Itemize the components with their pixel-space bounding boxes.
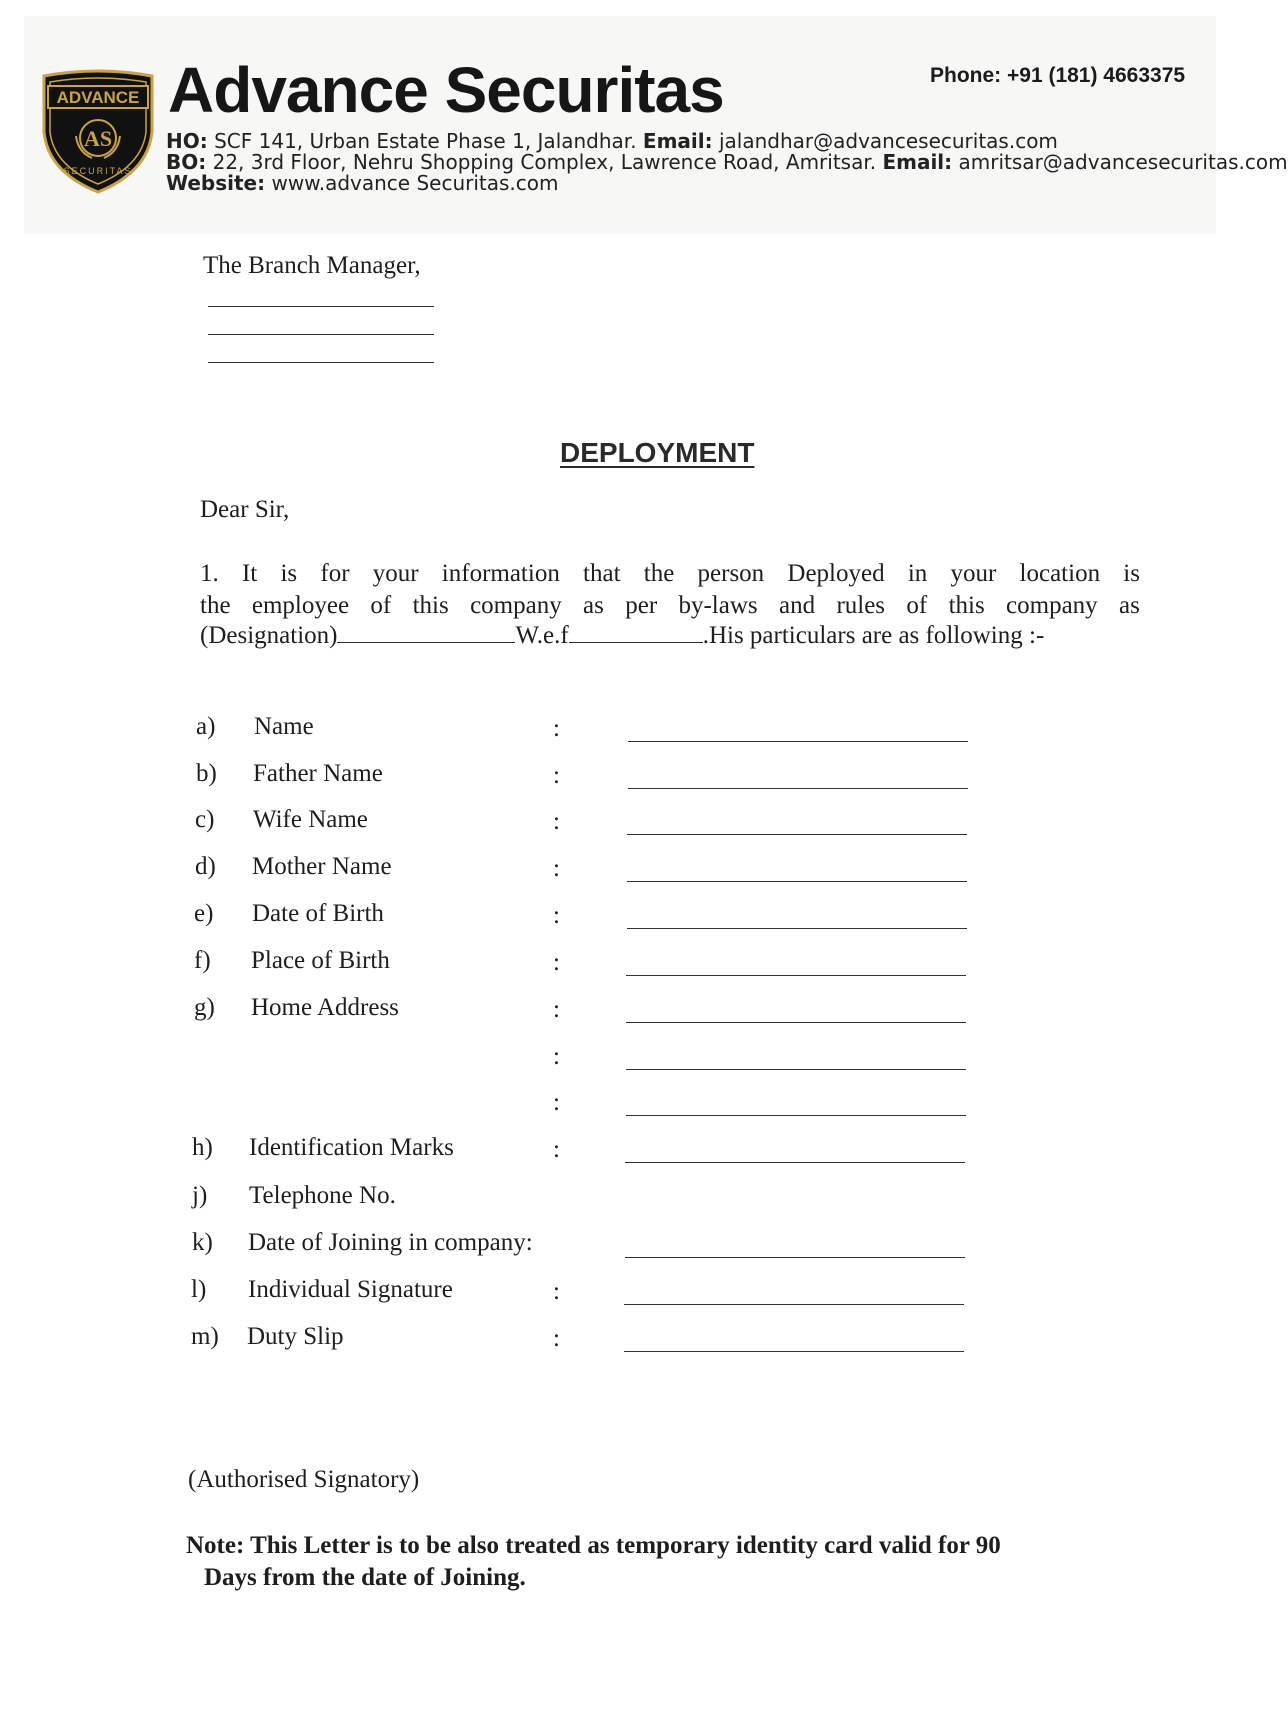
particular-colon: : [553, 1089, 560, 1116]
ho-email: jalandhar@advancesecuritas.com [712, 129, 1058, 153]
particular-answer-line[interactable] [624, 1351, 964, 1352]
paragraph-word: your [372, 560, 419, 587]
particular-colon: : [553, 1043, 560, 1070]
paragraph-word: in [907, 560, 928, 587]
paragraph-word: for [320, 560, 350, 587]
paragraph-word: as [1119, 592, 1140, 619]
authorised-signatory: (Authorised Signatory) [188, 1466, 420, 1493]
paragraph-word: per [625, 592, 658, 619]
addressee: The Branch Manager, [203, 252, 421, 279]
particular-answer-line[interactable] [627, 928, 967, 929]
particular-label: Individual Signature [248, 1276, 453, 1303]
note-line-1: Note: This Letter is to be also treated as temporary identity card valid for 90 [186, 1532, 1001, 1559]
logo-monogram: AS [83, 126, 113, 151]
particular-letter: b) [196, 760, 217, 787]
paragraph-word: and [778, 592, 816, 619]
particular-letter: l) [191, 1276, 207, 1303]
head-office-address [166, 131, 1058, 151]
paragraph-word: by-laws [678, 592, 758, 619]
company-name: Advance Securitas [168, 54, 724, 126]
particular-answer-line[interactable] [624, 1304, 964, 1305]
particular-letter: k) [192, 1229, 213, 1256]
paragraph-word: 1. [200, 560, 219, 587]
particular-colon: : [553, 949, 560, 976]
particular-colon: : [553, 996, 560, 1023]
paragraph-word: employee [251, 592, 350, 619]
particular-label: Wife Name [253, 806, 368, 833]
particular-label: Date of Birth [252, 900, 384, 927]
ho-prefix: HO: [166, 129, 208, 153]
particular-letter: c) [195, 806, 215, 833]
address-blank-line-1[interactable] [208, 306, 434, 307]
address-blank-line-3[interactable] [208, 362, 434, 363]
paragraph-word: of [370, 592, 392, 619]
paragraph-word: company [470, 592, 562, 619]
website: www.advance Securitas.com [265, 171, 559, 195]
designation-blank[interactable] [337, 622, 515, 643]
particular-answer-line[interactable] [626, 1022, 966, 1023]
ho-address: SCF 141, Urban Estate Phase 1, Jalandhar. [207, 129, 643, 153]
address-blank-line-2[interactable] [208, 334, 434, 335]
paragraph-word: Deployed [787, 560, 885, 587]
paragraph-word: location [1019, 560, 1101, 587]
paragraph-word: is [1123, 560, 1140, 587]
particular-label: Place of Birth [251, 947, 390, 974]
particular-colon: : [553, 762, 560, 789]
particular-label: Date of Joining in company: [248, 1229, 533, 1256]
particular-letter: j) [192, 1182, 208, 1209]
designation-label: (Designation) [200, 622, 338, 649]
particular-colon: : [553, 902, 560, 929]
branch-office-address [166, 152, 1288, 172]
particular-colon: : [553, 715, 560, 742]
paragraph-word: of [906, 592, 928, 619]
particular-answer-line[interactable] [628, 741, 968, 742]
particular-letter: a) [196, 713, 216, 740]
logo-text-top: ADVANCE [56, 88, 140, 107]
paragraph-word: that [583, 560, 621, 587]
paragraph-line-1 [200, 560, 1140, 588]
particular-letter: m) [191, 1323, 219, 1350]
particular-answer-line[interactable] [627, 834, 967, 835]
website-label: Website: [166, 171, 266, 195]
particular-label: Identification Marks [249, 1134, 454, 1161]
particular-answer-line[interactable] [625, 1162, 965, 1163]
particular-colon: : [553, 1278, 560, 1305]
bo-email: amritsar@advancesecuritas.com [952, 150, 1288, 174]
particular-letter: g) [194, 994, 215, 1021]
paragraph-line-2 [200, 592, 1140, 620]
bo-prefix: BO: [166, 150, 207, 174]
particulars-text: .His particulars are as following :- [702, 622, 1045, 649]
bo-email-label: Email: [882, 150, 953, 174]
particular-colon: : [553, 1325, 560, 1352]
note-line-2: Days from the date of Joining. [204, 1564, 526, 1591]
particular-label: Home Address [251, 994, 399, 1021]
company-shield-logo [40, 70, 156, 194]
paragraph-word: this [412, 592, 449, 619]
paragraph-word: is [280, 560, 298, 587]
particular-colon: : [553, 855, 560, 882]
paragraph-word: the [643, 560, 675, 587]
salutation: Dear Sir, [200, 496, 290, 523]
particular-answer-line[interactable] [626, 975, 966, 976]
particular-colon: : [553, 1136, 560, 1163]
particular-colon: : [553, 808, 560, 835]
paragraph-word: your [950, 560, 997, 587]
paragraph-word: rules [836, 592, 886, 619]
logo-text-bottom: SECURITAS [63, 166, 133, 176]
particular-letter: e) [194, 900, 214, 927]
paragraph-word: person [697, 560, 765, 587]
paragraph-line-3 [200, 622, 1140, 650]
particular-label: Name [254, 713, 314, 740]
particular-label: Mother Name [252, 853, 392, 880]
particular-label: Duty Slip [247, 1323, 344, 1350]
paragraph-word: the [200, 592, 231, 619]
phone-number: Phone: +91 (181) 4663375 [930, 64, 1186, 87]
note [186, 1530, 1001, 1594]
particular-answer-line[interactable] [626, 1115, 966, 1116]
particular-label: Father Name [253, 760, 383, 787]
website-line [166, 173, 559, 193]
wef-label: W.e.f [515, 622, 569, 649]
paragraph-word: company [1006, 592, 1098, 619]
document-title: DEPLOYMENT [560, 437, 755, 468]
particular-answer-line[interactable] [628, 788, 968, 789]
paragraph-word: as [583, 592, 604, 619]
particular-answer-line[interactable] [627, 881, 967, 882]
ho-email-label: Email: [642, 129, 713, 153]
bo-address: 22, 3rd Floor, Nehru Shopping Complex, Lawrence Road, Amritsar. [206, 150, 883, 174]
paragraph-word: this [948, 592, 985, 619]
particular-answer-line[interactable] [626, 1069, 966, 1070]
particular-answer-line[interactable] [625, 1257, 965, 1258]
paragraph-word: It [241, 560, 258, 587]
particular-letter: h) [192, 1134, 213, 1161]
particular-letter: f) [194, 947, 211, 974]
particular-label: Telephone No. [249, 1182, 396, 1209]
paragraph-word: information [441, 560, 560, 587]
wef-date-blank[interactable] [569, 622, 703, 643]
particular-letter: d) [195, 853, 216, 880]
